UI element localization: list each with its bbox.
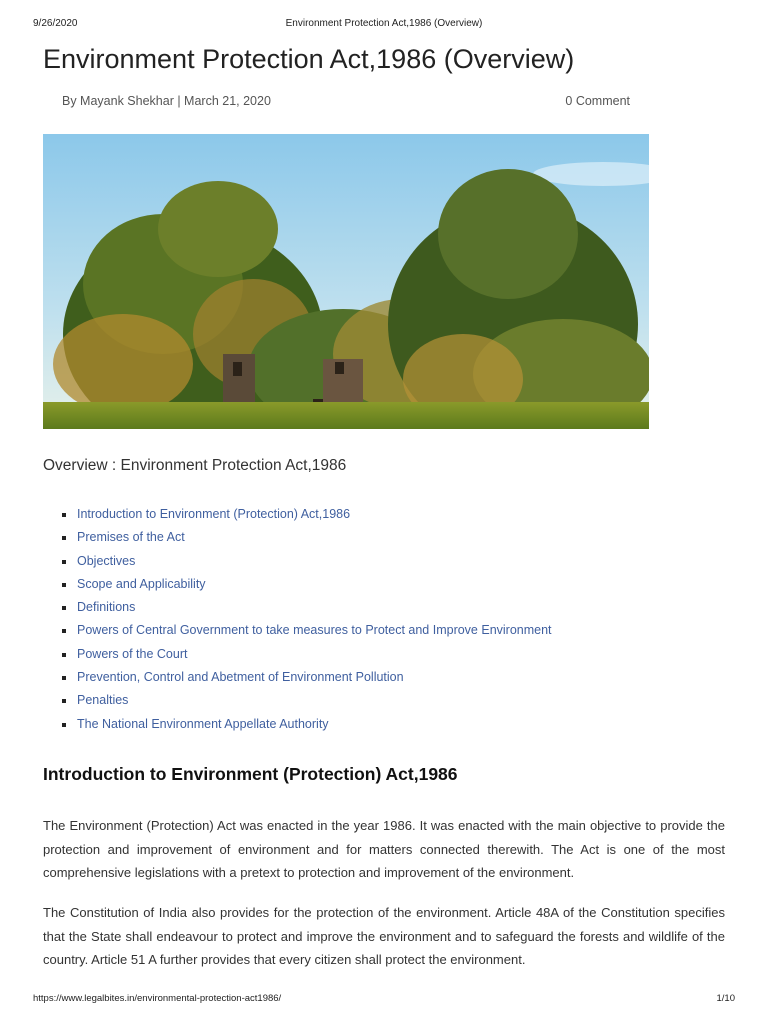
toc-item [60,643,552,666]
toc-link-appellate-authority[interactable]: The National Environment Appellate Authority [77,716,329,731]
toc-link-scope[interactable]: Scope and Applicability [77,576,206,591]
table-of-contents [60,503,552,736]
toc-link-penalties[interactable]: Penalties [77,693,129,708]
toc-item [60,550,552,573]
trees-photo [43,134,649,429]
toc-item [60,596,552,619]
toc-item [60,503,552,526]
toc-link-central-government-powers[interactable]: Powers of Central Government to take measures to Protect and Improve Environment [77,623,552,638]
overview-heading: Overview : Environment Protection Act,1986 [43,457,347,474]
author-date: By Mayank Shekhar | March 21, 2020 [62,94,271,108]
toc-link-pollution-prevention[interactable]: Prevention, Control and Abetment of Environment Pollution [77,670,404,685]
toc-link-definitions[interactable]: Definitions [77,600,136,615]
hero-image [43,134,649,429]
toc-link-introduction[interactable]: Introduction to Environment (Protection) Act,1986 [77,507,351,521]
comment-count-link[interactable]: 0 Comment [565,94,630,108]
page-number: 1/10 [716,993,735,1004]
toc-item [60,713,552,736]
toc-item [60,619,552,642]
print-header [33,18,735,32]
toc-link-court-powers[interactable]: Powers of the Court [77,646,188,661]
print-url: https://www.legalbites.in/environmental-protection-act1986/ [33,993,282,1004]
intro-heading: Introduction to Environment (Protection) Act,1986 [43,764,458,784]
intro-paragraph-1: The Environment (Protection) Act was enacted in the year 1986. It was enacted with the main objective to provide the protection and improvement of environment and for matters connected therewith. The Act is one of the most comprehensive legislations with a pretext to protection and improvement of the environment. [43,818,725,880]
toc-link-premises[interactable]: Premises of the Act [77,530,185,545]
toc-link-objectives[interactable]: Objectives [77,553,136,568]
print-page-title: Environment Protection Act,1986 (Overview) [285,18,483,29]
toc-item [60,666,552,689]
print-footer [33,993,735,1007]
article-title: Environment Protection Act,1986 (Overview) [43,44,575,74]
toc-item [60,689,552,712]
print-date: 9/26/2020 [33,18,78,29]
intro-paragraph-2: The Constitution of India also provides for the protection of the environment. Article 48A of the Constitution specifies that the State shall endeavour to protect and improve the environment and to safeguard the forests and wildlife of the country. Article 51 A further provides that every citizen shall protect the environment. [43,905,725,967]
toc-item [60,526,552,549]
byline [62,94,630,110]
toc-item [60,573,552,596]
